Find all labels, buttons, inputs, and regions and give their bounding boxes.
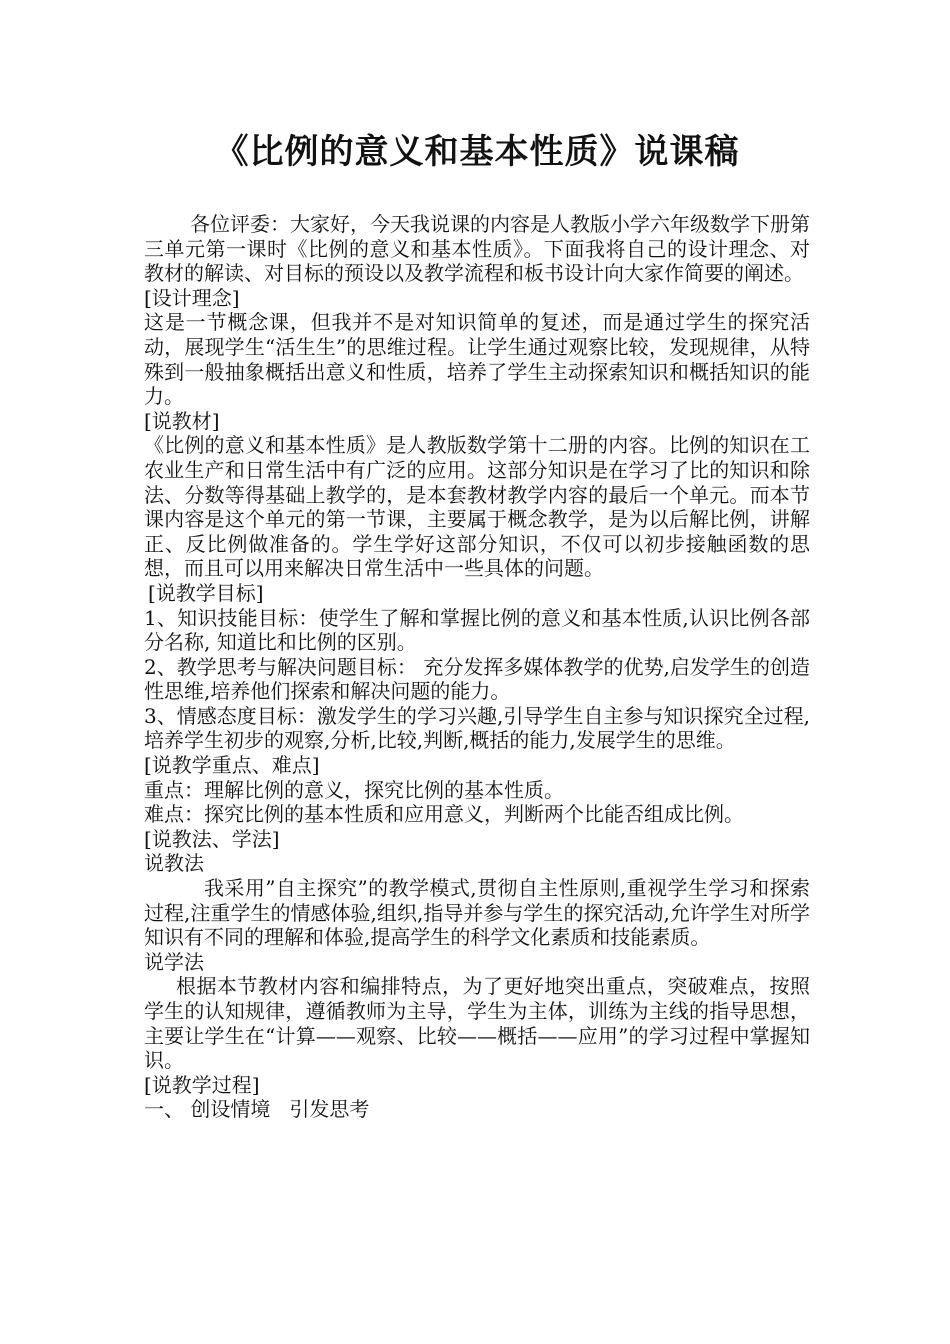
process-step-1: 一、 创设情境 引发思考 xyxy=(144,1097,370,1122)
key-point: 重点：理解比例的意义，探究比例的基本性质。 xyxy=(144,777,564,802)
goal-knowledge: 1、知识技能目标：使学生了解和掌握比例的意义和基本性质,认识比例各部分名称, 知道比和比例的区别。 xyxy=(144,605,810,655)
material-paragraph: 《比例的意义和基本性质》是人教版数学第十二册的内容。比例的知识在工农业生产和日常生活中有广泛的应用。这部分知识是在学习了比的知识和除法、分数等得基础上教学的，是本套教材教学内容的最后一个单元。而本节课内容是这个单元的第一节课，主要属于概念教学，是为以后解比例，讲解正、反比例做准备的。学生学好这部分知识，不仅可以初步接触函数的思想，而且可以用来解决日常生活中一些具体的问题。 xyxy=(144,433,810,581)
goals-heading: [说教学目标] xyxy=(148,580,264,605)
teach-method-label: 说教法 xyxy=(144,851,204,876)
document-title: 《比例的意义和基本性质》说课稿 xyxy=(214,132,740,172)
design-paragraph: 这是一节概念课，但我并不是对知识简单的复述，而是通过学生的探究活动，展现学生“活生生”的思维过程。让学生通过观察比较，发现规律，从特殊到一般抽象概括出意义和性质，培养了学生主动探索知识和概括知识的能力。 xyxy=(144,310,810,409)
method-heading: [说教法、学法] xyxy=(144,826,280,851)
goal-thinking: 2、教学思考与解决问题目标： 充分发挥多媒体教学的优势,启发学生的创造性思维,培养他们探索和解决问题的能力。 xyxy=(144,654,810,704)
process-heading: [说教学过程] xyxy=(144,1072,260,1097)
intro-paragraph: 各位评委：大家好，今天我说课的内容是人教版小学六年级数学下册第三单元第一课时《比例的意义和基本性质》。下面我将自己的设计理念、对教材的解读、对目标的预设以及教学流程和板书设计向大家作简要的阐述。 xyxy=(144,212,810,286)
design-heading: [设计理念] xyxy=(144,285,240,310)
difficult-point: 难点：探究比例的基本性质和应用意义，判断两个比能否组成比例。 xyxy=(144,802,744,827)
key-difficult-heading: [说教学重点、难点] xyxy=(144,753,320,778)
learn-method-label: 说学法 xyxy=(144,949,204,974)
goal-emotion: 3、情感态度目标：激发学生的学习兴趣,引导学生自主参与知识探究全过程,培养学生初步的观察,分析,比较,判断,概括的能力,发展学生的思维。 xyxy=(144,703,810,753)
learn-method-paragraph: 根据本节教材内容和编排特点，为了更好地突出重点，突破难点，按照学生的认知规律，遵循教师为主导，学生为主体，训练为主线的指导思想，主要让学生在“计算——观察、比较——概括——应用”的学习过程中掌握知识。 xyxy=(144,974,810,1073)
material-heading: [说教材] xyxy=(144,408,220,433)
teach-method-paragraph: 我采用”自主探究”的教学模式,贯彻自主性原则,重视学生学习和探索过程,注重学生的情感体验,组织,指导并参与学生的探究活动,允许学生对所学知识有不同的理解和体验,提高学生的科学文化素质和技能素质。 xyxy=(144,876,810,950)
